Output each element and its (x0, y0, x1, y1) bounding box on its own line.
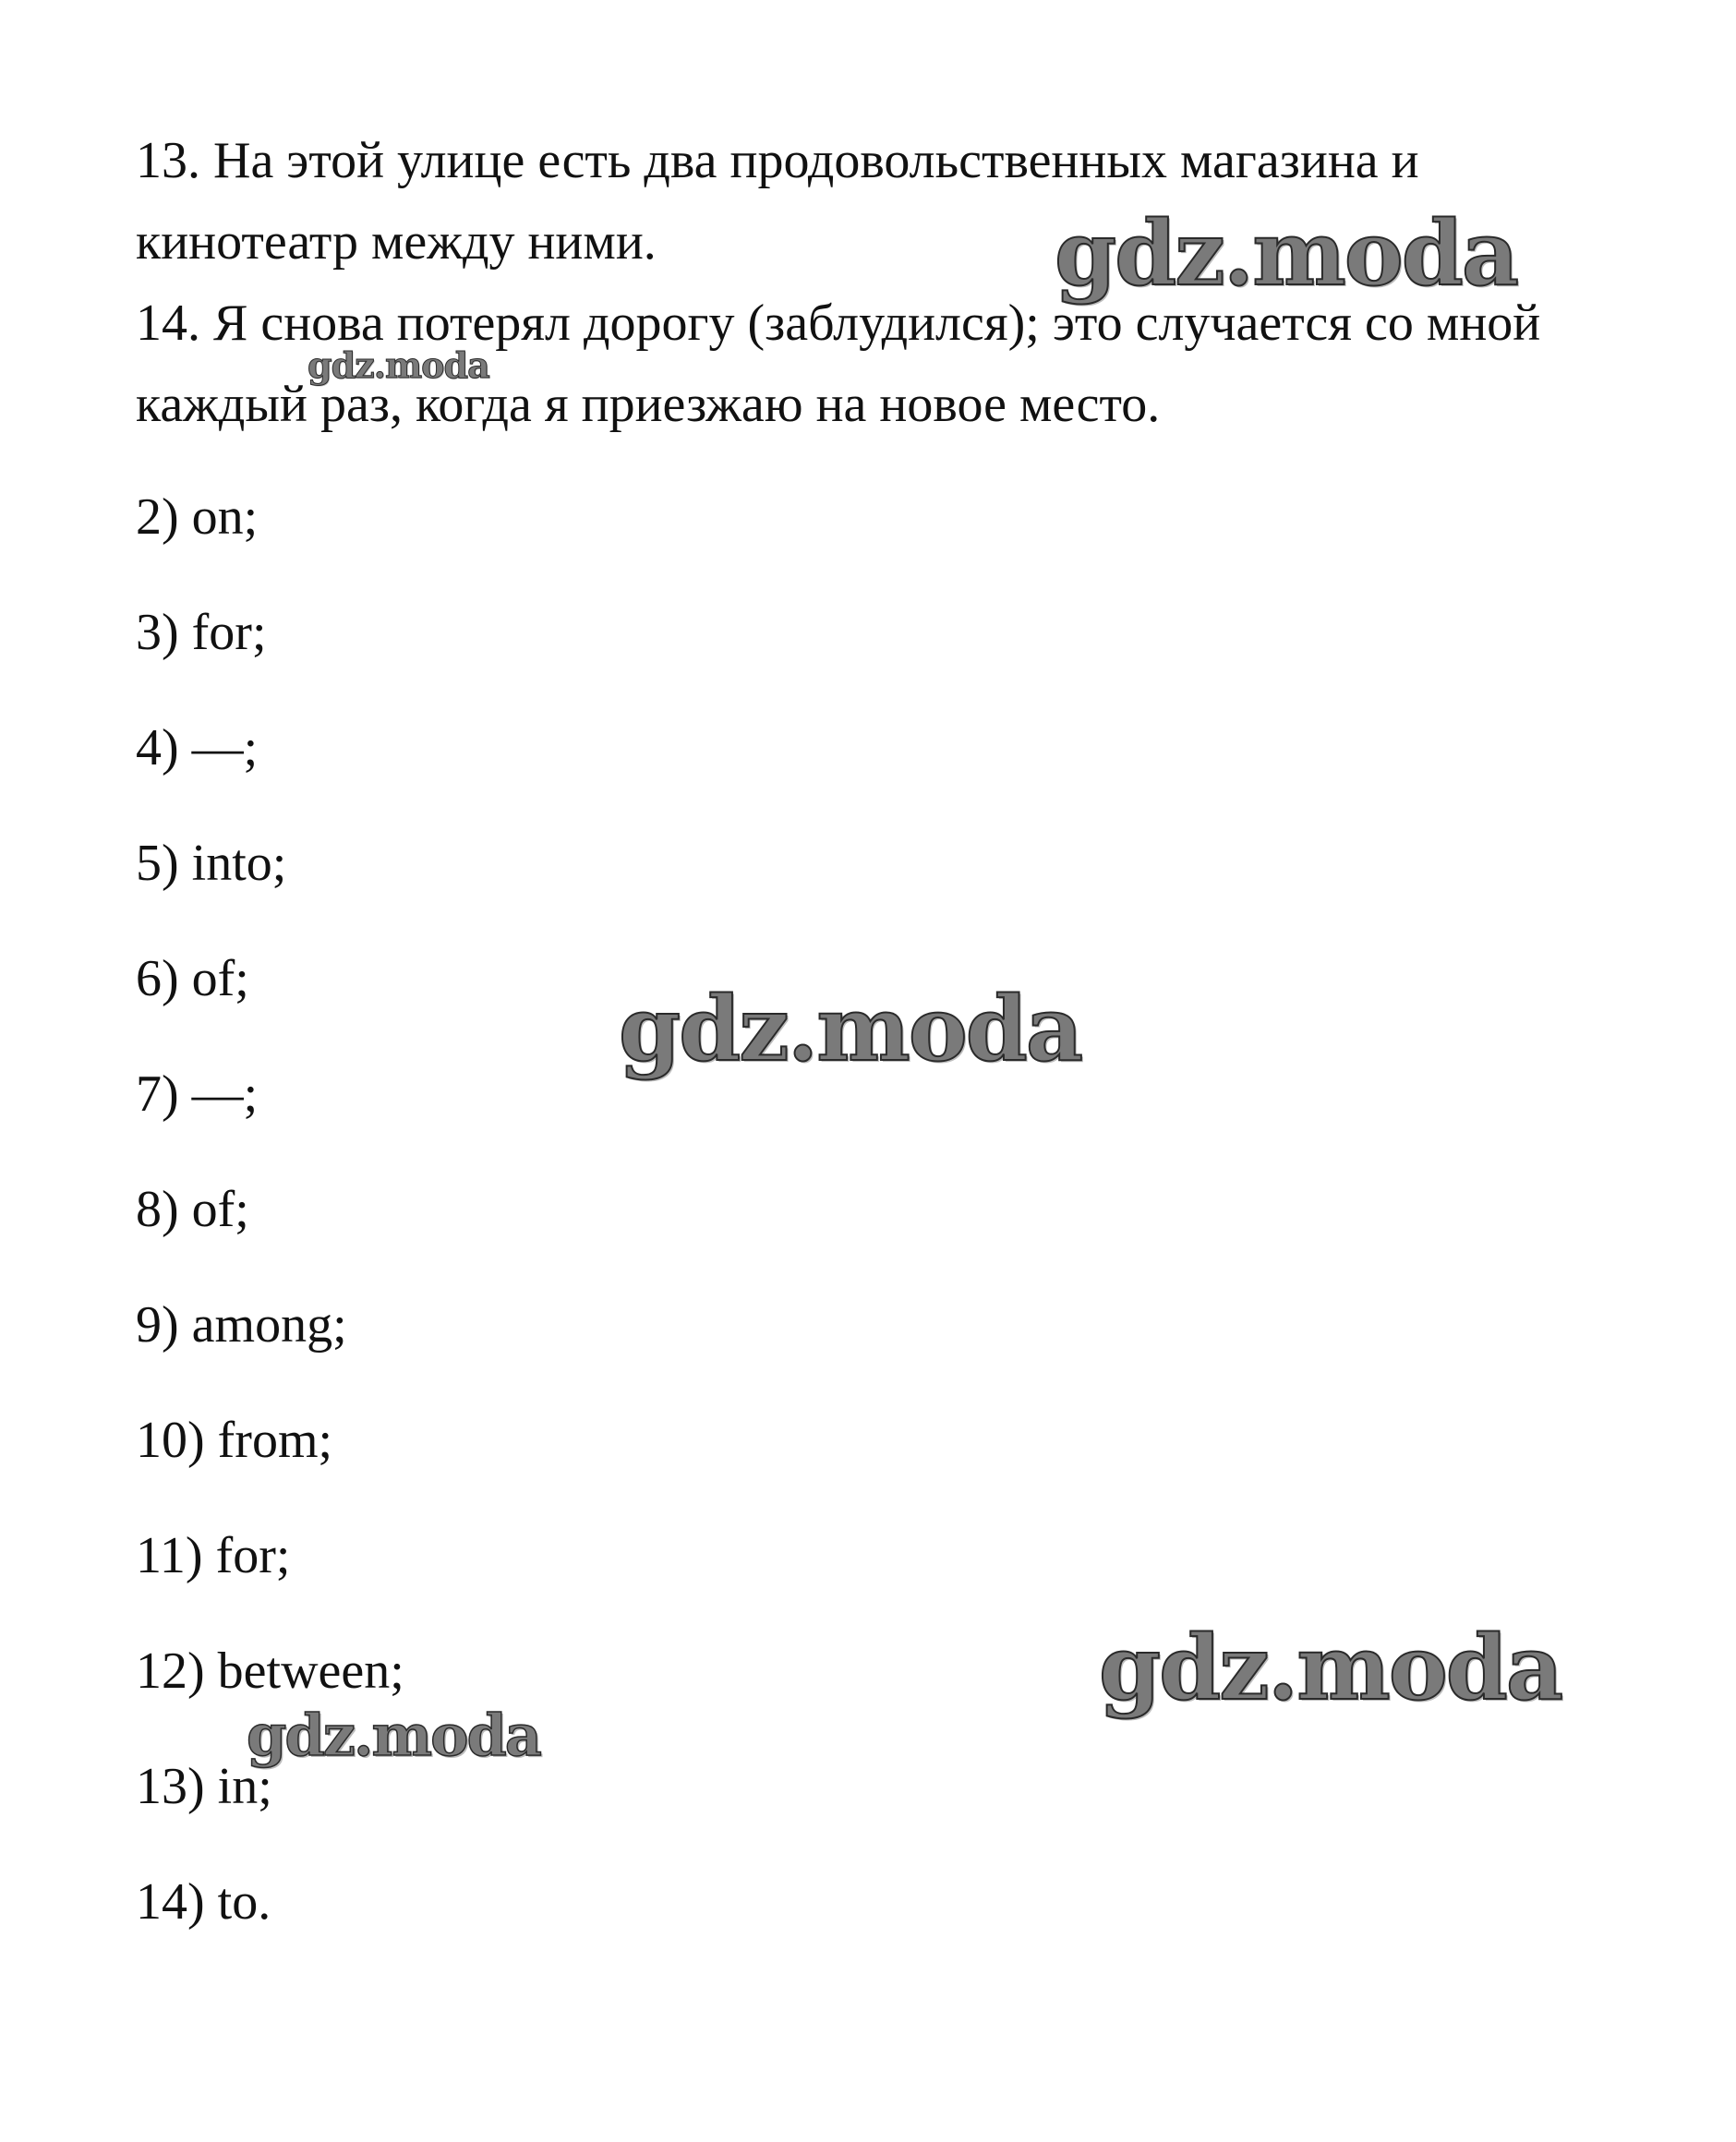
answer-item: 12) between; (136, 1643, 404, 1700)
paragraph-13: 13. На этой улице есть два продовольственных магазина и кинотеатр между ними. (136, 132, 1419, 271)
answer-item: 13) in; (136, 1758, 272, 1815)
watermark-logo: gdz.moda (1055, 201, 1518, 306)
paragraph-14: 14. Я снова потерял дорогу (заблудился); это случается со мной каждый раз, когда я приезжаю на новое место. (136, 295, 1541, 433)
answer-item: 2) on; (136, 488, 259, 546)
answer-item: 5) into; (136, 835, 287, 892)
answer-item: 3) for; (136, 604, 267, 661)
answer-item: 11) for; (136, 1527, 291, 1584)
answer-item: 8) of; (136, 1181, 249, 1238)
watermark-logo: gdz.moda (247, 1702, 540, 1769)
watermark-logo: gdz.moda (1099, 1616, 1562, 1720)
answer-item: 4) —; (136, 719, 259, 776)
watermark-logo: gdz.moda (307, 344, 489, 386)
answer-item: 6) of; (136, 950, 249, 1007)
answer-item: 9) among; (136, 1296, 347, 1354)
watermark-logo: gdz.moda (619, 977, 1082, 1081)
answer-item: 7) —; (136, 1065, 259, 1123)
answer-item: 10) from; (136, 1412, 333, 1469)
answer-item: 14) to. (136, 1873, 271, 1931)
